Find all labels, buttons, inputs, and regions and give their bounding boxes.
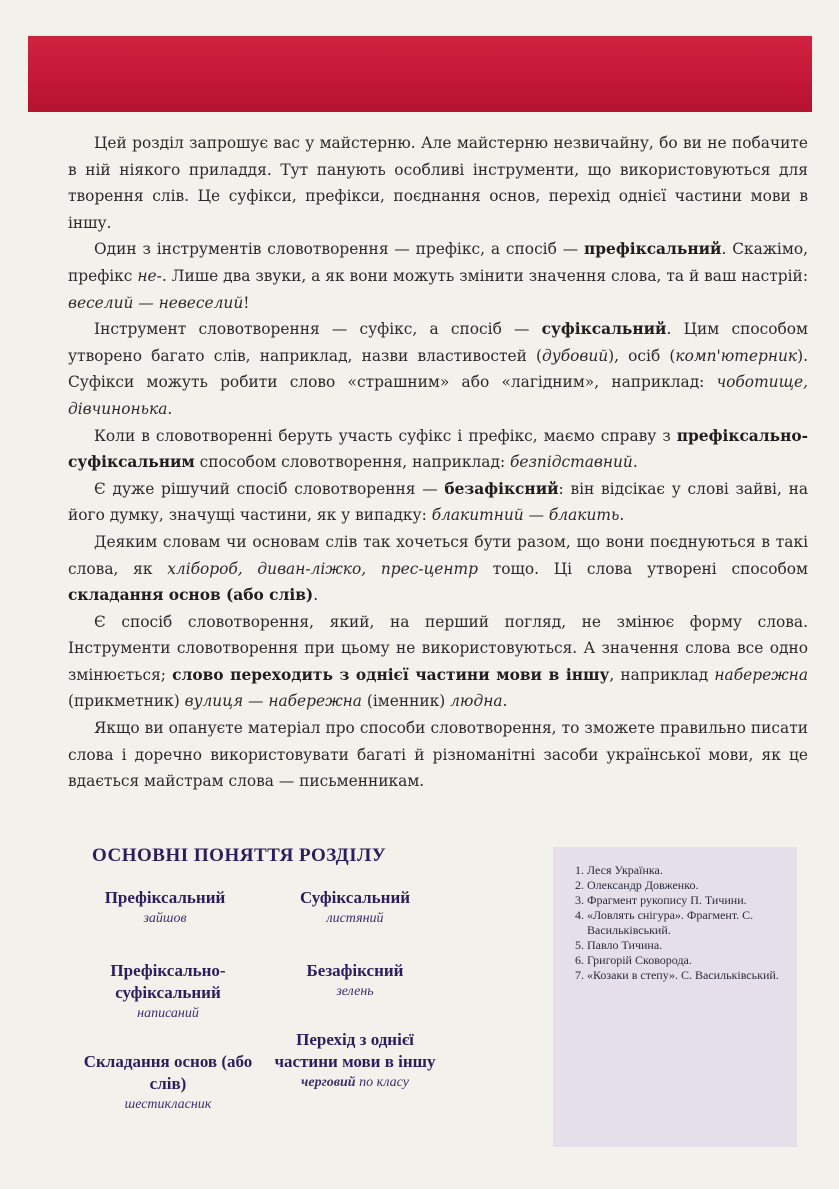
caption-item: 7. «Козаки в степу». С. Васильківський. [587, 968, 785, 983]
concept-example: зелень [336, 984, 374, 999]
key-concepts [70, 845, 470, 1145]
caption-item: 4. «Ловлять снігура». Фрагмент. С. Васильківський. [587, 908, 785, 938]
concept-prefixal-suffixal [78, 960, 258, 1024]
intro-paragraph: Якщо ви опануєте матеріал про способи словотворення, то зможете правильно писати слова і доречно використовувати багаті й різноманітні засоби української мови, як це вдається майстрам слова — письменникам. [68, 719, 808, 791]
concept-example: написаний [137, 1006, 199, 1021]
concept-example: шестикласник [124, 1097, 212, 1112]
caption-item: 5. Павло Тичина. [587, 938, 785, 953]
concept-prefixal [70, 887, 260, 929]
concept-name: Префіксальний [104, 888, 226, 907]
concept-compounding [78, 1051, 258, 1115]
concept-example: листяний [326, 911, 384, 926]
caption-item: 3. Фрагмент рукопису П. Тичини. [587, 893, 785, 908]
concept-name: Префіксально-суфіксальний [110, 961, 226, 1002]
chapter-intro [68, 130, 808, 795]
concept-example: зайшов [143, 911, 187, 926]
concept-name: Суфіксальний [299, 888, 411, 907]
concept-name: Складання основ (або слів) [83, 1052, 253, 1093]
intro-paragraph: Деяким словам чи основам слів так хочеться бути разом, що вони поєднуються в такі слова, як хлібороб, диван-ліжко, прес-центр тощо. Ці слова утворені способом складання основ (або слів). [68, 532, 809, 605]
illustration-captions [553, 847, 797, 1147]
intro-paragraph: Коли в словотворенні беруть участь суфікс і префікс, маємо справу з префіксально-суфіксальним способом словотворення, наприклад: безпідставний. [68, 426, 808, 472]
intro-paragraph: Цей розділ запрошує вас у майстерню. Але майстерню незвичайну, бо ви не побачите в ній ніякого приладдя. Тут панують особливі інструменти, що використовуються для творення слів. Це суфікси, префікси, поєднання основ, перехід однієї частини мови в іншу. [68, 134, 808, 232]
intro-paragraph: Один з інструментів словотворення — префікс, а спосіб — префіксальний. Скажімо, префікс не-. Лише два звуки, а як вони можуть змінити значення слова, та й ваш настрій: веселий — невеселий! [68, 240, 808, 312]
intro-paragraph: Інструмент словотворення — суфікс, а спосіб — суфіксальний. Цим способом утворено багато слів, наприклад, назви властивостей (дубовий), осіб (комп'ютерник). Суфікси можуть робити слово «страшним» або «лагідним», наприклад: чоботище, дівчинонька. [68, 320, 808, 418]
concept-conversion [270, 1029, 440, 1093]
chapter-banner [28, 36, 812, 112]
concept-affixless [260, 960, 450, 1002]
intro-paragraph: Є спосіб словотворення, який, на перший погляд, не змінює форму слова. Інструменти словотворення при цьому не використовуються. А значення слова все одно змінюється; слово переходить з однієї частини мови в іншу, наприклад набережна (прикметник) вулиця — набережна (іменник) людна. [68, 612, 808, 711]
concept-name: Перехід з однієї частини мови в іншу [274, 1030, 436, 1071]
caption-item: 1. Леся Українка. [587, 863, 785, 878]
caption-item: 6. Григорій Сковорода. [587, 953, 785, 968]
captions-list [553, 847, 797, 983]
concept-example: черговий по класу [301, 1075, 409, 1090]
caption-item: 2. Олександр Довженко. [587, 878, 785, 893]
key-concepts-title: ОСНОВНІ ПОНЯТТЯ РОЗДІЛУ [92, 845, 387, 866]
concept-suffixal [260, 887, 450, 929]
concept-name: Безафіксний [306, 961, 404, 980]
intro-paragraph: Є дуже рішучий спосіб словотворення — безафіксний: він відсікає у слові зайві, на його думку, значущі частини, як у випадку: блакитний — блакить. [68, 479, 809, 525]
